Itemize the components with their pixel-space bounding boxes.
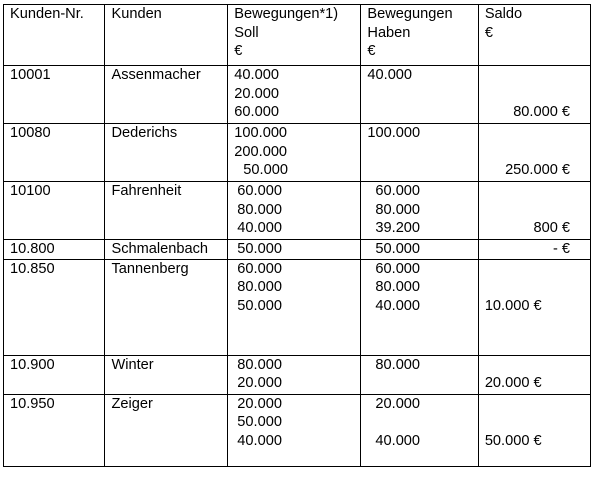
- soll-cell: [228, 240, 361, 260]
- haben-value: 50.000: [375, 241, 421, 257]
- haben-value: 80.000: [375, 201, 421, 218]
- haben-value: 80.000: [375, 356, 421, 373]
- haben-cell: [361, 355, 478, 394]
- saldo-cell: [478, 182, 590, 240]
- kunden-cell: Schmalenbach: [105, 240, 228, 260]
- header-haben-line3: €: [367, 43, 376, 60]
- haben-value: 39.200: [375, 220, 421, 237]
- kunden-nr-cell: 10.850: [4, 259, 105, 355]
- soll-cell: [228, 182, 361, 240]
- haben-cell: [361, 66, 478, 124]
- haben-cell: [361, 240, 478, 260]
- saldo-value: - €: [552, 241, 570, 257]
- kunden-cell: Zeiger: [105, 394, 228, 466]
- kunden-cell: Dederichs: [105, 124, 228, 182]
- saldo-value: 80.000 €: [513, 104, 570, 121]
- saldo-cell: [478, 240, 590, 260]
- header-soll-line2: Soll: [234, 24, 259, 41]
- kunden-cell: Fahrenheit: [105, 182, 228, 240]
- header-haben-line1: Bewegungen: [367, 6, 453, 22]
- haben-value: 40.000: [375, 298, 421, 315]
- soll-value: 50.000: [237, 414, 282, 431]
- soll-value: 100.000: [234, 125, 288, 141]
- table-row: [4, 182, 591, 240]
- soll-value: 60.000: [237, 183, 282, 199]
- soll-value: 200.000: [234, 143, 288, 160]
- haben-cell: [361, 182, 478, 240]
- haben-cell: [361, 124, 478, 182]
- header-soll-line3: €: [234, 43, 243, 60]
- saldo-value: 50.000 €: [484, 433, 542, 450]
- soll-value: 50.000: [237, 298, 282, 315]
- header-saldo-line2: €: [484, 24, 493, 41]
- kunden-nr-cell: 10.950: [4, 394, 105, 466]
- soll-value: 20.000: [237, 395, 282, 412]
- header-soll-line1: Bewegungen*1): [234, 6, 339, 22]
- kunden-cell: Winter: [105, 355, 228, 394]
- soll-cell: [228, 124, 361, 182]
- header-haben: [361, 5, 478, 66]
- haben-value: 20.000: [375, 395, 421, 412]
- soll-value: 20.000: [237, 375, 282, 392]
- soll-value: 50.000: [237, 241, 282, 257]
- soll-cell: [228, 66, 361, 124]
- customer-movements-table: [3, 4, 591, 467]
- table-row: [4, 394, 591, 466]
- soll-value: 80.000: [237, 356, 282, 373]
- soll-value: 40.000: [237, 220, 282, 237]
- saldo-cell: [478, 124, 590, 182]
- haben-cell: [361, 394, 478, 466]
- table-row: [4, 355, 591, 394]
- soll-value: 50.000: [243, 162, 288, 179]
- table-row: [4, 240, 591, 260]
- header-row: [4, 5, 591, 66]
- soll-cell: [228, 259, 361, 355]
- header-kunden-nr: Kunden-Nr.: [4, 5, 105, 66]
- kunden-nr-cell: 10080: [4, 124, 105, 182]
- kunden-nr-cell: 10001: [4, 66, 105, 124]
- header-soll: [228, 5, 361, 66]
- soll-cell: [228, 355, 361, 394]
- saldo-cell: [478, 394, 590, 466]
- soll-value: 80.000: [237, 279, 282, 296]
- haben-value: 60.000: [375, 183, 421, 199]
- table-row: [4, 66, 591, 124]
- table-row: [4, 124, 591, 182]
- table-row: [4, 259, 591, 355]
- haben-value: 100.000: [367, 125, 421, 141]
- saldo-cell: [478, 259, 590, 355]
- soll-value: 40.000: [234, 67, 279, 83]
- header-saldo-line1: Saldo: [484, 6, 523, 22]
- header-saldo: [478, 5, 590, 66]
- saldo-value: 250.000 €: [505, 162, 570, 179]
- saldo-cell: [478, 355, 590, 394]
- saldo-value: 800 €: [533, 220, 570, 237]
- kunden-nr-cell: 10.900: [4, 355, 105, 394]
- haben-value: 60.000: [375, 260, 421, 277]
- header-kunden: Kunden: [105, 5, 228, 66]
- haben-value: 40.000: [367, 67, 413, 83]
- saldo-cell: [478, 66, 590, 124]
- soll-cell: [228, 394, 361, 466]
- soll-value: 20.000: [234, 85, 279, 102]
- saldo-value: 10.000 €: [484, 298, 542, 315]
- kunden-nr-cell: 10.800: [4, 240, 105, 260]
- soll-value: 80.000: [237, 201, 282, 218]
- haben-cell: [361, 259, 478, 355]
- soll-value: 60.000: [234, 104, 279, 121]
- haben-value: 80.000: [375, 279, 421, 296]
- soll-value: 60.000: [237, 260, 282, 277]
- kunden-cell: Tannenberg: [105, 259, 228, 355]
- kunden-cell: Assenmacher: [105, 66, 228, 124]
- kunden-nr-cell: 10100: [4, 182, 105, 240]
- soll-value: 40.000: [237, 433, 282, 450]
- header-haben-line2: Haben: [367, 24, 411, 41]
- saldo-value: 20.000 €: [484, 375, 542, 392]
- haben-value: 40.000: [375, 433, 421, 450]
